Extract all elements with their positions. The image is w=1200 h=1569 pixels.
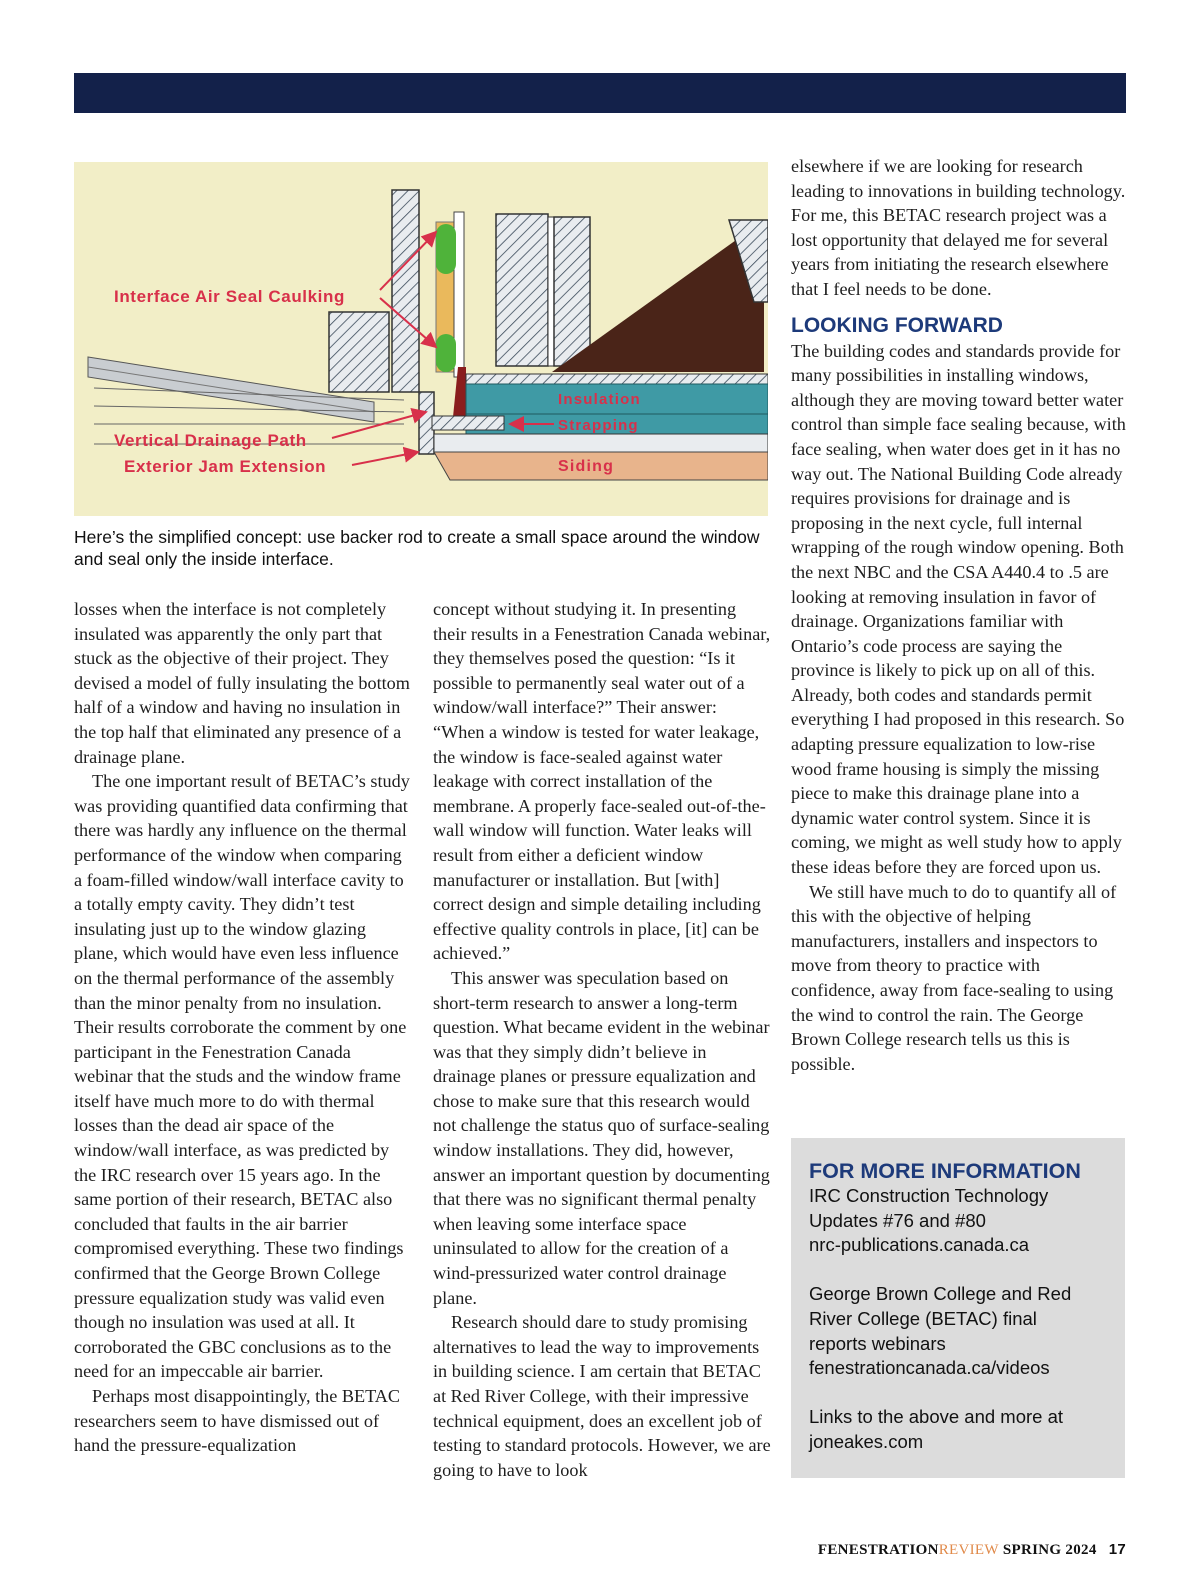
label-insulation: Insulation — [558, 391, 641, 408]
more-info-box — [791, 1138, 1125, 1478]
paragraph: losses when the interface is not completely insulated was apparently the only part that stuck as the objective of their project. They devised a model of fully insulating the bottom half of a window and having no insulation in the top half that eliminated any presence of a drainage plane. — [74, 599, 410, 767]
paragraph: concept without studying it. In presenting their results in a Fenestration Canada webinar, they themselves posed the question: “Is it possible to permanently seal water out of a window/wall interface?” Their answer: “When a window is tested for water leakage, the window is face-sealed against water leakage with correct installation of the membrane. A properly face-sealed out-of-the-wall window will function. Water leaks will result from either a deficient window manufacturer or installation. But [with] correct design and simple detailing including effective quality controls in place, [it] can be achieved.” — [433, 599, 771, 964]
section-heading: LOOKING FORWARD — [791, 313, 1003, 337]
label-jamb: Exterior Jam Extension — [124, 457, 327, 476]
article-column-2 — [433, 597, 771, 1482]
issue-date: SPRING 2024 — [1002, 1542, 1097, 1558]
info-line: River College (BETAC) final — [809, 1307, 1037, 1329]
info-line: IRC Construction Technology — [809, 1185, 1049, 1206]
paragraph: We still have much to do to quantify all of this with the objective of helping manufacturers, installers and inspectors to move from theory to practice with confidence, away from face-sealing to using the wind to control the rain. The George Brown College research tells us this is possible. — [791, 881, 1117, 1074]
magazine-name-accent: REVIEW — [938, 1542, 999, 1558]
paragraph: The one important result of BETAC’s study was providing quantified data confirming that there was hardly any influence on the thermal performance of the window when comparing a foam-filled window/wall interface cavity to a totally empty cavity. They didn’t test insulating just up to the window glazing plane, which would have even less influence on the thermal performance of the assembly than the minor penalty from no insulation. Their results corroborate the comment by one participant in the Fenestration Canada webinar that the studs and the window frame itself have much more to do with thermal losses than the dead air space of the window/wall interface, as was predicted by the IRC research over 15 years ago. In the same portion of their research, BETAC also concluded that faults in the air barrier compromised everything. These two findings confirmed that the George Brown College pressure equalization study was valid even though no insulation was used at all. It corroborated the GBC conclusions as to the need for an impeccable air barrier. — [74, 771, 410, 1382]
info-line: reports webinars — [809, 1332, 946, 1354]
article-column-3 — [791, 154, 1127, 1076]
info-line: Links to the above and more at — [809, 1406, 1064, 1428]
figure-caption: Here’s the simplified concept: use backer rod to create a small space around the window and seal only the inside interface. — [74, 527, 760, 569]
window-detail-diagram — [74, 162, 768, 516]
paragraph: elsewhere if we are looking for research leading to innovations in building technology. For me, this BETAC research project was a lost opportunity that delayed me for several years from initiating the research elsewhere that I feel needs to be done. — [791, 156, 1126, 299]
label-air-seal: Interface Air Seal Caulking — [114, 287, 345, 306]
paragraph: This answer was speculation based on short-term research to answer a long-term question. What became evident in the webinar was that they simply didn’t believe in drainage planes or pressure equalization and chose to make sure that this research would not challenge the status quo of surface-sealing window installations. They did, however, answer an important question by documenting that there was no significant thermal penalty when leaving some interface space uninsulated to allow for the creation of a wind-pressurized water control drainage plane. — [433, 967, 770, 1308]
info-line: George Brown College and Red — [809, 1283, 1072, 1305]
paragraph: Perhaps most disappointingly, the BETAC researchers seem to have dismissed out of hand the pressure-equalization — [74, 1386, 401, 1456]
label-siding: Siding — [558, 458, 615, 475]
paragraph: The building codes and standards provide for many possibilities in installing windows, although they are moving toward better water control than simple face sealing because, with face sealing, when water does get in it has no way out. The National Building Code already requires provisions for drainage and is proposing in the next cycle, full internal wrapping of the rough window opening. Both the next NBC and the CSA A440.4 to .5 are looking at removing insulation in favor of drainage. Organizations familiar with Ontario’s code process are saying the province is likely to pick up on all of this. Already, both codes and standards permit everything I had proposed in this research. So adapting pressure equalization to low-rise wood frame housing is simply the missing piece to make this drainage plane into a dynamic water control system. Since it is coming, we might as well study how to apply these ideas before they are forced upon us. — [791, 340, 1126, 878]
info-link[interactable]: fenestrationcanada.ca/videos — [809, 1357, 1050, 1379]
header-banner — [74, 73, 1126, 113]
magazine-name: FENESTRATION — [817, 1542, 939, 1558]
page-footer — [818, 1541, 1126, 1559]
info-link[interactable]: joneakes.com — [809, 1430, 924, 1452]
label-drainage: Vertical Drainage Path — [114, 431, 307, 450]
info-line: Updates #76 and #80 — [809, 1209, 986, 1231]
info-link[interactable]: nrc-publications.canada.ca — [809, 1234, 1030, 1256]
more-info-title: FOR MORE INFORMATION — [809, 1159, 1081, 1183]
label-strapping: Strapping — [558, 417, 639, 434]
page-number: 17 — [1108, 1541, 1126, 1558]
article-column-1 — [74, 597, 412, 1458]
paragraph: Research should dare to study promising alternatives to lead the way to improvements in building science. I am certain that BETAC at Red River College, with their impressive technical equipment, does an excellent job of testing to standard protocols. However, we are going to have to look — [433, 1312, 771, 1480]
